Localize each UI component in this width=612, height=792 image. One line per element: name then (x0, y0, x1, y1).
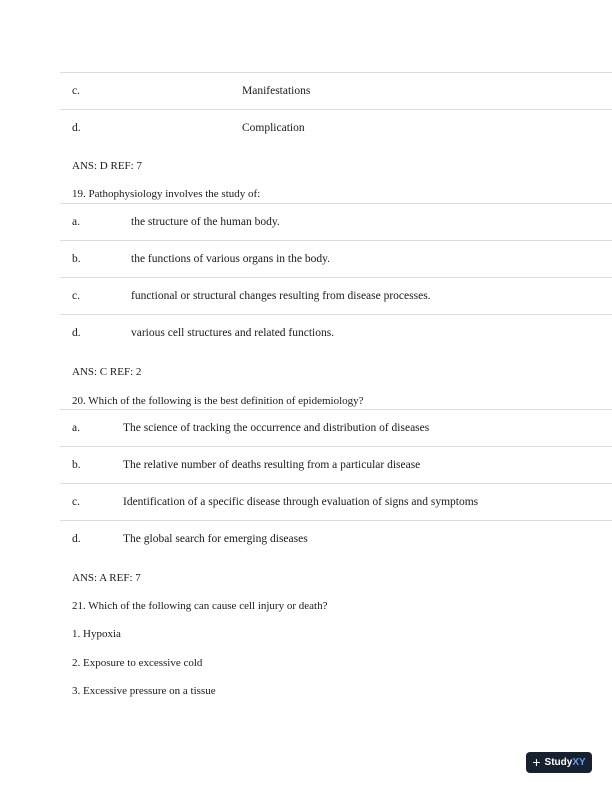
q18-options-table (60, 72, 612, 146)
plus-icon: + (532, 754, 541, 770)
q19-answer: ANS: C REF: 2 (72, 366, 142, 378)
option-letter: a. (72, 216, 80, 228)
option-text: functional or structural changes resulting from disease processes. (131, 290, 431, 302)
option-letter: a. (72, 422, 80, 434)
q19-options-table (60, 203, 612, 351)
option-letter: b. (72, 459, 81, 471)
option-text: Complication (242, 122, 305, 134)
option-letter: b. (72, 253, 81, 265)
option-text: The science of tracking the occurrence and distribution of diseases (123, 422, 430, 434)
option-letter: d. (72, 327, 81, 339)
option-text: Manifestations (242, 85, 311, 97)
q20-stem: 20. Which of the following is the best definition of epidemiology? (72, 395, 364, 407)
q21-item: 3. Excessive pressure on a tissue (72, 685, 216, 697)
studyxy-logo (526, 752, 592, 773)
option-row (60, 109, 612, 146)
q20-options-table (60, 409, 612, 557)
option-text: the functions of various organs in the body. (131, 253, 330, 265)
option-row (60, 72, 612, 109)
logo-study: Study (544, 757, 573, 768)
option-letter: d. (72, 122, 81, 134)
option-text: The global search for emerging diseases (123, 533, 308, 545)
option-text: Identification of a specific disease through evaluation of signs and symptoms (123, 496, 479, 508)
option-row (60, 203, 612, 240)
q18-answer: ANS: D REF: 7 (72, 160, 142, 172)
option-letter: c. (72, 85, 80, 97)
q21-stem: 21. Which of the following can cause cell injury or death? (72, 600, 328, 612)
option-letter: c. (72, 290, 80, 302)
option-text: various cell structures and related functions. (131, 327, 335, 339)
option-row (60, 314, 612, 351)
option-row (60, 446, 612, 483)
option-row (60, 240, 612, 277)
option-text: the structure of the human body. (131, 216, 280, 228)
option-letter: c. (72, 496, 80, 508)
q20-answer: ANS: A REF: 7 (72, 572, 141, 584)
option-row (60, 277, 612, 314)
q21-item: 1. Hypoxia (72, 628, 121, 640)
logo-text (545, 752, 586, 773)
option-row (60, 520, 612, 557)
q21-item: 2. Exposure to excessive cold (72, 657, 203, 669)
option-letter: d. (72, 533, 81, 545)
q19-stem: 19. Pathophysiology involves the study of: (72, 188, 261, 200)
option-row (60, 483, 612, 520)
logo-xy: XY (572, 757, 586, 768)
option-row (60, 409, 612, 446)
option-text: The relative number of deaths resulting from a particular disease (123, 459, 421, 471)
